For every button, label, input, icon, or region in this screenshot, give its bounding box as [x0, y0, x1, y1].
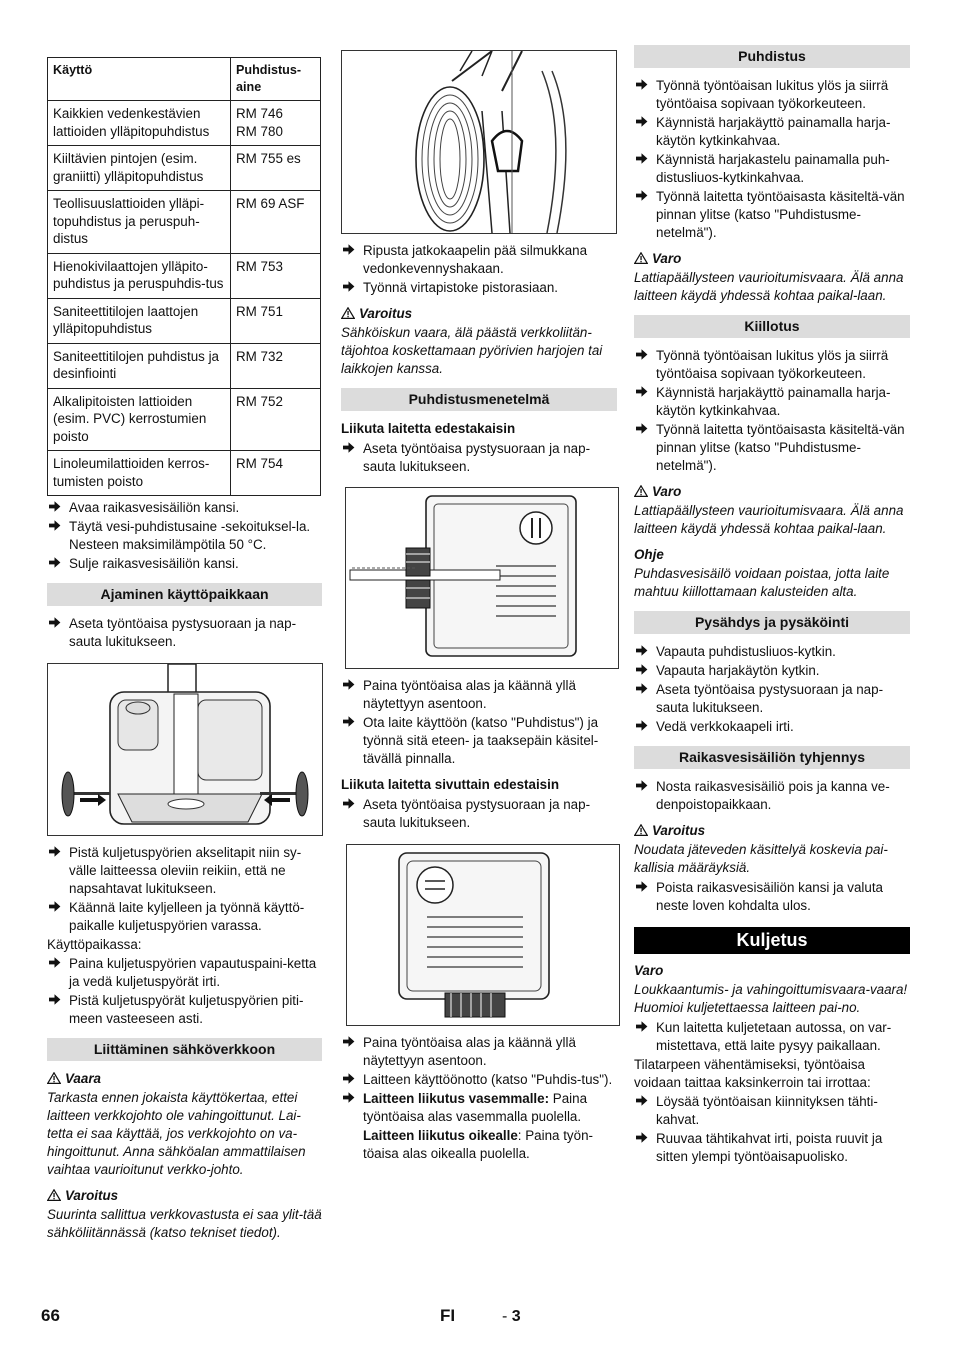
table-cell-usage: Saniteettitilojen puhdistus ja desinfiointi — [48, 343, 231, 388]
note-text: Puhdasvesisäilö voidaan poistaa, jotta laite mahtuu kiillottamaan kalusteiden alta. — [634, 566, 890, 599]
section-heading-method: Puhdistusmenetelmä — [341, 388, 617, 411]
space-saving-text: Tilatarpeen vähentämiseksi, työntöaisa voidaan taittaa kaksinkerroin tai irrottaa: — [634, 1057, 871, 1090]
table-cell-agent: RM 732 — [231, 343, 321, 388]
arrow-right-icon — [635, 663, 648, 676]
list-item: Työnnä laitetta työntöaisasta käsiteltä-vän pinnan ylitse (katso "Puhdistusme-netelmä"). — [634, 188, 910, 242]
arrow-right-icon — [48, 845, 61, 858]
section-heading-cleaning: Puhdistus — [634, 45, 910, 68]
arrow-right-icon — [635, 1131, 648, 1144]
table-header-agent: Puhdistus- aine — [231, 58, 321, 101]
subheading-forward-back: Liikuta laitetta edestakaisin — [341, 421, 516, 436]
table-cell-usage: Kiiltävien pintojen (esim. graniitti) ylläpitopuhdistus — [48, 146, 231, 191]
warning-triangle-icon — [341, 306, 355, 318]
arrow-right-icon — [342, 243, 355, 256]
section-number: - 3 — [502, 1308, 521, 1325]
arrow-right-icon — [635, 644, 648, 657]
warning-text: Lattiapäällysteen vaurioitumisvaara. Älä anna laitteen käydä yhdessä kohtaa paikal-laan. — [634, 503, 904, 536]
warning-text: Sähköiskun vaara, älä päästä verkkoliitän-täjohtoa koskettamaan pyörivien harjojen tai laikkojen kanssa. — [341, 325, 603, 376]
arrow-right-icon — [48, 500, 61, 513]
list-item: Käynnistä harjakäyttö painamalla harja-käytön kytkinkahvaa. — [634, 114, 910, 150]
table-header-usage: Käyttö — [48, 58, 231, 101]
cleaning-agent-table — [47, 57, 321, 496]
section-heading-empty-tank: Raikasvesisäiliön tyhjennys — [634, 746, 910, 769]
arrow-right-icon — [635, 189, 648, 202]
arrow-right-icon — [635, 1094, 648, 1107]
warning-text: Suurinta sallittua verkkovastusta ei saa ylit-tää sähköliitännässä (katso tekniset tiedot). — [47, 1207, 322, 1240]
list-item: Ota laite käyttöön (katso "Puhdistus") ja työnnä sitä eteen- ja taaksepäin käsitel-tävällä pinnalla. — [341, 714, 617, 768]
arrow-right-icon — [48, 900, 61, 913]
list-item: Vapauta harjakäytön kytkin. — [634, 662, 910, 680]
list-item: Ripusta jatkokaapelin pää silmukkana vedonkevennyshakaan. — [341, 242, 617, 278]
arrow-right-icon — [635, 78, 648, 91]
table-cell-usage: Saniteettitilojen laattojen ylläpitopuhdistus — [48, 298, 231, 343]
list-item: Työnnä virtapistoke pistorasiaan. — [341, 279, 617, 297]
list-item: Paina työntöaisa alas ja käännä yllä näytettyyn asentoon. — [341, 1034, 617, 1070]
arrow-right-icon — [342, 797, 355, 810]
warning-heading: Varo — [634, 250, 910, 268]
note-heading: Ohje — [634, 547, 664, 562]
warning-heading: Varoitus — [341, 305, 617, 323]
table-header-row — [48, 58, 321, 101]
table-row — [48, 253, 321, 298]
cable-strain-relief-illustration — [341, 50, 617, 234]
language-code: FI — [440, 1306, 456, 1325]
table-cell-agent: RM 69 ASF — [231, 191, 321, 254]
column-1 — [47, 44, 322, 1244]
list-item: Työnnä työntöaisan lukitus ylös ja siirrä työntöaisa sopivaan työkorkeuteen. — [634, 347, 910, 383]
table-cell-agent: RM 751 — [231, 298, 321, 343]
arrow-right-icon — [48, 519, 61, 532]
list-item: Aseta työntöaisa pystysuoraan ja nap-sauta lukitukseen. — [341, 440, 617, 476]
arrow-right-icon — [342, 1072, 355, 1085]
list-item: Pistä kuljetuspyörien akselitapit niin sy-välle laitteessa oleviin reikiin, että ne napsahtavat lukitukseen. — [47, 844, 322, 898]
arrow-right-icon — [48, 616, 61, 629]
table-row — [48, 298, 321, 343]
list-item: Aseta työntöaisa pystysuoraan ja nap-sauta lukitukseen. — [47, 615, 322, 651]
list-item: Kun laitetta kuljetetaan autossa, on var-mistettava, että laite pysyy paikallaan. — [634, 1019, 910, 1055]
table-cell-agent: RM 755 es — [231, 146, 321, 191]
warning-triangle-icon — [47, 1071, 61, 1083]
arrow-right-icon — [635, 152, 648, 165]
arrow-right-icon — [342, 1091, 355, 1104]
move-right-text: Laitteen liikutus oikealle: Paina työn-töaisa alas oikealla puolella. — [363, 1128, 593, 1161]
arrow-right-icon — [342, 1035, 355, 1048]
chapter-heading-transport: Kuljetus — [634, 927, 910, 954]
list-item: Käynnistä harjakastelu painamalla puh-distusliuos-kytkinkahvaa. — [634, 151, 910, 187]
list-item: Käynnistä harjakäyttö painamalla harja-käytön kytkinkahvaa. — [634, 384, 910, 420]
section-heading-stop: Pysähdys ja pysäköinti — [634, 611, 910, 634]
arrow-right-icon — [635, 719, 648, 732]
list-item: Ruuvaa tähtikahvat irti, poista ruuvit ja sitten ylempi työntöaisapuolisko. — [634, 1130, 910, 1166]
list-item: Sulje raikasvesisäiliön kansi. — [47, 555, 322, 573]
section-heading-power: Liittäminen sähköverkkoon — [47, 1038, 322, 1061]
table-cell-agent: RM 746 RM 780 — [231, 101, 321, 146]
table-row — [48, 191, 321, 254]
warning-heading: Varo — [634, 963, 664, 978]
warning-heading: Vaara — [47, 1070, 322, 1088]
arrow-right-icon — [48, 556, 61, 569]
warning-text: Noudata jäteveden käsittelyä koskevia pai-kallisia määräyksiä. — [634, 842, 888, 875]
table-cell-usage: Teollisuuslattioiden ylläpi-topuhdistus ja peruspuh-distus — [48, 191, 231, 254]
list-item: Nosta raikasvesisäiliö pois ja kanna ve-denpoistopaikkaan. — [634, 778, 910, 814]
arrow-right-icon — [635, 682, 648, 695]
warning-heading: Varo — [634, 483, 910, 501]
warning-triangle-icon — [634, 484, 648, 496]
list-item: Avaa raikasvesisäiliön kansi. — [47, 499, 322, 517]
arrow-right-icon — [342, 280, 355, 293]
arrow-right-icon — [635, 385, 648, 398]
list-item: Poista raikasvesisäiliön kansi ja valuta neste loven kohdalta ulos. — [634, 879, 910, 915]
list-item: Pistä kuljetuspyörät kuljetuspyörien piti-meen vasteeseen asti. — [47, 992, 322, 1028]
warning-heading: Varoitus — [634, 822, 910, 840]
warning-triangle-icon — [634, 251, 648, 263]
table-cell-agent: RM 752 — [231, 388, 321, 451]
list-item: Paina työntöaisa alas ja käännä yllä näytettyyn asentoon. — [341, 677, 617, 713]
section-heading-polishing: Kiillotus — [634, 315, 910, 338]
table-row — [48, 146, 321, 191]
subheading-sideways: Liikuta laitetta sivuttain edestaisin — [341, 777, 560, 792]
list-item: Löysää työntöaisan kiinnityksen tähti-kahvat. — [634, 1093, 910, 1129]
list-item: Aseta työntöaisa pystysuoraan ja nap-sauta lukitukseen. — [341, 796, 617, 832]
table-cell-usage: Hienokivilaattojen ylläpito-puhdistus ja peruspuhdis-tus — [48, 253, 231, 298]
warning-text: Loukkaantumis- ja vahingoittumisvaara-vaara! Huomioi kuljetettaessa laitteen pai-no. — [634, 982, 908, 1015]
list-item: Käännä laite kyljelleen ja työnnä käyttö-paikalle kuljetuspyörien varassa. — [47, 899, 322, 935]
forward-back-illustration — [345, 487, 619, 669]
table-cell-usage: Alkalipitoisten lattioiden (esim. PVC) kerrostumien poisto — [48, 388, 231, 451]
column-2 — [341, 44, 617, 1164]
table-cell-usage: Linoleumilattioiden kerros-tumisten poisto — [48, 451, 231, 496]
arrow-right-icon — [635, 880, 648, 893]
list-item: Vapauta puhdistusliuos-kytkin. — [634, 643, 910, 661]
table-row — [48, 101, 321, 146]
warning-text: Tarkasta ennen jokaista käyttökertaa, ettei laitteen verkkojohto ole vahingoittunut. Lai-tetta ei saa käyttää, jos verkkojohto on va-hingoittunut. Anna sähköalan ammattilaisen vaihtaa vaurioitunut verkko-johto. — [47, 1090, 306, 1177]
arrow-right-icon — [635, 422, 648, 435]
table-cell-agent: RM 753 — [231, 253, 321, 298]
arrow-right-icon — [342, 715, 355, 728]
list-item: Aseta työntöaisa pystysuoraan ja nap-sauta lukitukseen. — [634, 681, 910, 717]
arrow-right-icon — [635, 348, 648, 361]
list-item: Laitteen käyttöönotto (katso "Puhdis-tus"). — [341, 1071, 617, 1089]
warning-triangle-icon — [634, 823, 648, 835]
arrow-right-icon — [342, 441, 355, 454]
arrow-right-icon — [48, 956, 61, 969]
at-site-label: Käyttöpaikassa: — [47, 937, 142, 952]
table-cell-agent: RM 754 — [231, 451, 321, 496]
list-item: Paina kuljetuspyörien vapautuspaini-ketta ja vedä kuljetuspyörät irti. — [47, 955, 322, 991]
sideways-illustration — [346, 844, 620, 1026]
arrow-right-icon — [635, 1020, 648, 1033]
warning-heading: Varoitus — [47, 1187, 322, 1205]
arrow-right-icon — [342, 678, 355, 691]
arrow-right-icon — [635, 115, 648, 128]
section-heading-drive: Ajaminen käyttöpaikkaan — [47, 583, 322, 606]
table-row — [48, 343, 321, 388]
warning-text: Lattiapäällysteen vaurioitumisvaara. Älä anna laitteen käydä yhdessä kohtaa paikal-laan. — [634, 270, 904, 303]
table-row — [48, 388, 321, 451]
list-item: Täytä vesi-puhdistusaine -sekoituksel-la. Nesteen maksimilämpötila 50 °C. — [47, 518, 322, 554]
list-item: Vedä verkkokaapeli irti. — [634, 718, 910, 736]
list-item: Työnnä työntöaisan lukitus ylös ja siirrä työntöaisa sopivaan työkorkeuteen. — [634, 77, 910, 113]
column-3 — [634, 44, 910, 1167]
list-item: Laitteen liikutus vasemmalle: Paina työntöaisa alas vasemmalla puolella. — [341, 1090, 617, 1126]
warning-triangle-icon — [47, 1188, 61, 1200]
arrow-right-icon — [48, 993, 61, 1006]
page-number: 66 — [41, 1306, 60, 1325]
table-row — [48, 451, 321, 496]
transport-wheels-illustration — [47, 663, 323, 836]
table-cell-usage: Kaikkien vedenkestävien lattioiden ylläpitopuhdistus — [48, 101, 231, 146]
list-item: Työnnä laitetta työntöaisasta käsiteltä-vän pinnan ylitse (katso "Puhdistusme-netelmä"). — [634, 421, 910, 475]
arrow-right-icon — [635, 779, 648, 792]
